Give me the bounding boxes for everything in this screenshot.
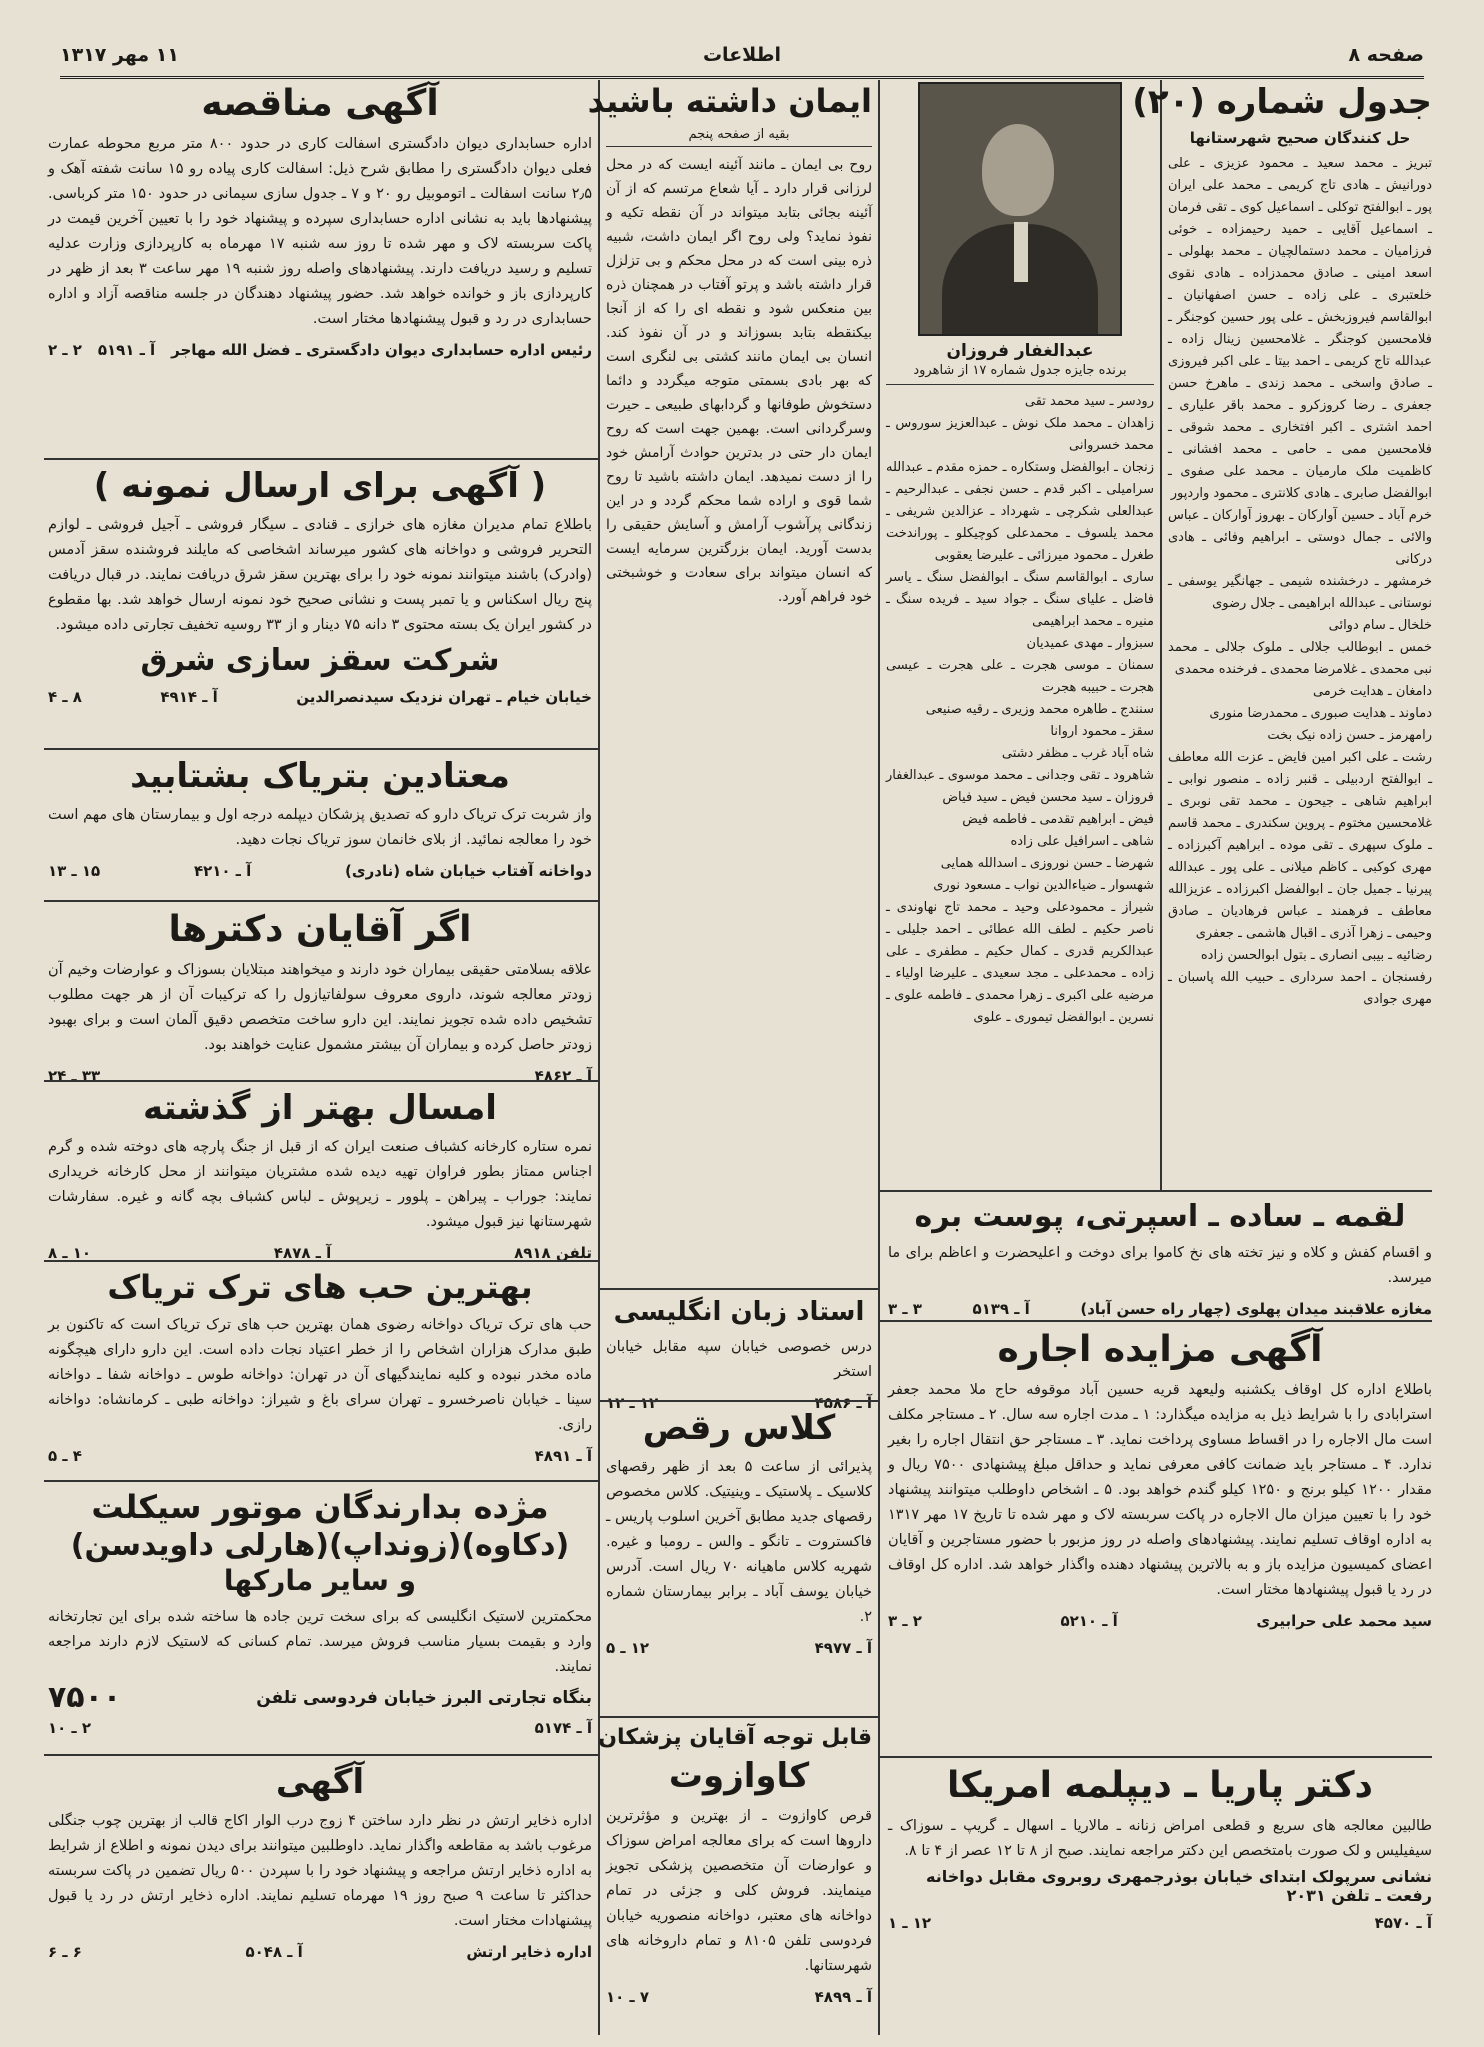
ad-ostad-body: درس خصوصی خیابان سپه مقابل خیابان استخر <box>606 1338 872 1380</box>
section-rule <box>44 1260 598 1262</box>
ad-loqme <box>888 1198 1432 1318</box>
ad-sample <box>48 466 592 742</box>
ad-agahi-ref2: ۶ ـ ۶ <box>48 1943 82 1962</box>
section-rule <box>44 900 598 902</box>
ad-doctors-body: علاقه بسلامتی حقیقی بیماران خود دارند و میخواهند مبتلایان بسوزاک و عوارضات وخیم آن زودتر معالجه شوند، داروی معروف سولفاتیازول را که ترکیبات آن از هر جهت مطلوب تشخیص داده شده تجویز نمایند. این دارو ساخت متخصص دقیق آلمان است و برای بهبود زودتر حاصل کرده و بیماران آن بیشتر مشمول عنایت خواهند بود. <box>48 961 592 1053</box>
ad-monaqese-title: آگهی مناقصه <box>201 83 439 124</box>
ad-mozayede-ref2: ۲ ـ ۳ <box>888 1611 922 1630</box>
puzzle-line: خرمشهر ـ درخشنده شیمی ـ جهانگیر یوسفی ـ نوستانی ـ عبدالله ابراهیمی ـ جلال رضوی <box>1168 574 1432 612</box>
article-iman <box>587 82 872 1282</box>
ad-mozayede-ref: آ ـ ۵۲۱۰ <box>1060 1611 1118 1630</box>
ad-habb-ref: آ ـ ۴۸۹۱ <box>534 1447 592 1466</box>
ad-monaqese-body: اداره حسابداری دیوان دادگستری اسفالت کاری در حدود ۸۰۰ متر مربع محوطه عمارت فعلی دیوان دادگستری را مطابق شرح ذیل: اسفالت کاری پیاده رو ۱۵ سانت شفته آهک و ۲٫۵ سانت اسفالت ـ اتوموبیل رو ۲۰ و ۷ ـ جدول سازی سیمانی در حدود ۱۵۰ متر کرباسی. پیشنهادها باید به نشانی اداره حسابداری سپرده و پیشنهاد خود را با تعیین آخرین قیمت در پاکت سربسته لاک و مهر شده تا روز سه شنبه ۱۷ مهرماه به کارپردازی وزارت عدلیه تسلیم و رسید دریافت دارند. پیشنهادهای واصله روز شنبه ۱۹ مهر ساعت ۳ بعد از ظهر در کارپردازی باز و خوانده خواهد شد. حضور پیشنهاد دهندگان در جلسه مناقصه آزاد و اداره حسابداری در رد و قبول پیشنهادها مختار است. <box>48 135 593 327</box>
ad-emsal-ref: آ ـ ۴۸۷۸ <box>273 1244 332 1263</box>
ad-raqs-body: پذیرائی از ساعت ۵ بعد از ظهر رقصهای کلاسیک ـ پلاستیک ـ وینیتیک. کلاس مخصوص رقصهای جدید مطابق آخرین اسلوب پاریس ـ فاکستروت ـ تانگو ـ والس ـ رومبا و غیره. شهریه کلاس ماهیانه ۷۰ ریال است. آدرس خیابان یوسف آباد ـ برابر بیمارستان شماره ۲. <box>606 1459 873 1626</box>
ad-motor <box>48 1488 592 1750</box>
section-rule <box>880 1756 1432 1758</box>
puzzle-line: رضائیه ـ بیبی انصاری ـ بتول ابوالحسن زاده <box>1200 948 1432 964</box>
solvers-line: زاهدان ـ محمد ملک نوش ـ عبدالعزیز سوروس ـ محمد خسروانی <box>886 415 1154 453</box>
ad-kavazot-brand: کاوازوت <box>668 1756 810 1797</box>
ad-taryak-ref2: ۱۵ ـ ۱۳ <box>48 862 101 881</box>
ad-taryak-body: واز شربت ترک تریاک دارو که تصدیق پزشکان دیپلمه درجه اول و بیمارستان های مهم است خود را معالجه نمائید. از بلای خانمان سوز تریاک نجات دهید. <box>48 807 592 849</box>
ad-pariya <box>888 1764 1432 2034</box>
solvers-line: سنندج ـ طاهره محمد وزیری ـ رقیه صنیعی <box>925 701 1154 717</box>
newspaper-name: اطلاعات <box>702 44 782 66</box>
ad-kavazot-title: قابل توجه آقایان پزشکان <box>598 1725 872 1750</box>
ad-loqme-title: لقمه ـ ساده ـ اسپرتی، پوست بره <box>914 1199 1406 1234</box>
section-rule <box>880 1320 1432 1322</box>
ad-doctors-title: اگر آقایان دکترها <box>168 909 472 950</box>
ad-emsal-phone: تلفن ۸۹۱۸ <box>514 1244 592 1263</box>
ad-ostad-title: استاد زبان انگلیسی <box>613 1297 865 1327</box>
section-rule <box>600 1716 878 1718</box>
ad-agahi-body: اداره ذخایر ارتش در نظر دارد ساختن ۴ زوج درب الوار اکاج قالب از بهترین چوب جنگلی مرغوب باشد به مقاطعه واگذار نماید. داوطلبین میتوانند برای دیدن نمونه و اطلاع از شرایط به اداره ذخایر ارتش مراجعه و پیشنهاد خود را با سپردن ۵۰۰ ریال تضمین در پاکت سربسته حداکثر تا ساعت ۹ صبح روز ۱۹ مهرماه تسلیم نمایند. اداره ذخایر ارتش در رد یا قبول پیشنهادات مختار است. <box>48 1813 592 1930</box>
ad-loqme-body: و اقسام کفش و کلاه و نیز تخته های نخ کاموا برای دوخت و اعلیحضرت و اعاظم برای ما میرسد. <box>888 1245 1432 1286</box>
puzzle-line: خرم آباد ـ حسین آوارکان ـ بهروز آوارکان ـ عباس والائی ـ جمال دوستی ـ ابراهیم وفائی ـ هادی درکانی <box>1168 508 1432 568</box>
section-rule <box>44 1080 598 1082</box>
ad-motor-phone: ۷۵۰۰ <box>48 1679 122 1715</box>
ad-emsal <box>48 1088 592 1263</box>
section-rule <box>600 1288 878 1290</box>
ad-raqs-ref2: ۱۲ ـ ۵ <box>606 1639 650 1658</box>
column-rule <box>1160 80 1162 1190</box>
winner-block <box>886 82 1154 1182</box>
ad-loqme-address: مغازه علاقبند میدان پهلوی (چهار راه حسن آباد) <box>1080 1300 1432 1318</box>
ad-sample-company: شرکت سقز سازی شرق <box>140 643 500 679</box>
solvers-line: شاهرود ـ تقی وجدانی ـ محمد موسوی ـ عبدالغفار فروزان ـ سید محسن فیض ـ سید فیاض <box>886 767 1154 805</box>
ad-taryak-address: دواخانه آفتاب خیابان شاه (نادری) <box>345 862 592 881</box>
puzzle-subtitle: حل کنندگان صحیح شهرستانها <box>1189 129 1411 148</box>
solvers-line: ساری ـ ابوالقاسم سنگ ـ ابوالفضل سنگ ـ یاسر فاضل ـ علیای سنگ ـ جواد سید ـ فریده سنگ ـ منیره ـ محمد ابراهیمی <box>886 569 1154 629</box>
ad-motor-title: مژده بدارندگان موتور سیکلت <box>91 1488 549 1526</box>
ad-doctors-ref: آ ـ ۴۸۶۲ <box>534 1066 592 1085</box>
solvers-line: شیراز ـ محمودعلی وحید ـ محمد تاج نهاوندی ـ ناصر حکیم ـ لطف الله عطائی ـ احمد جلیلی ـ عبدالکریم قدری ـ کمال حکیم ـ مطفری ـ علی زاده ـ محمدعلی ـ مجد سعیدی ـ علیرضا اولیاء ـ مرضیه علی اکبری ـ زهرا محمدی ـ فاطمه علوی ـ نسرین ـ ابوالفضل تیموری ـ علوی <box>886 899 1154 1025</box>
ad-monaqese-ref2: ۲ ـ ۲ <box>48 340 82 359</box>
winner-caption: برنده جایزه جدول شماره ۱۷ از شاهرود <box>886 363 1154 385</box>
ad-mozayede <box>888 1328 1432 1748</box>
ad-raqs <box>606 1408 872 1708</box>
article-iman-continued: بقیه از صفحه پنجم <box>606 127 872 147</box>
puzzle-solvers-block <box>1132 82 1432 1182</box>
ad-doctors-ref2: ۳۳ ـ ۲۴ <box>48 1066 101 1085</box>
solvers-line: رودسر ـ سید محمد تقی <box>1024 393 1154 409</box>
ad-kavazot <box>598 1724 872 2034</box>
puzzle-line: رشت ـ علی اکبر امین فایض ـ عزت الله معاطف ـ ابوالفتح اردبیلی ـ قنبر زاده ـ منصور نوابی ـ ابراهیم شاهی ـ جیحون ـ محمد تقی نوبری ـ غلامحسین مختوم ـ پروین سکندری ـ محمد قاسم ـ ملوک سپهری ـ تقی موده ـ ابراهیم آکبرزاده ـ مهری کوکبی ـ کاظم میلانی ـ علی پور ـ عبدالله پیرنیا ـ جمیل جان ـ ابوالفضل اکبرزاده ـ عزیزالله معاطف ـ فرهمند ـ عباس فرهادیان ـ صادق وحیمی ـ زهرا آذری ـ اقبال هاشمی ـ جعفری <box>1168 750 1432 942</box>
page-number: صفحه ۸ <box>1348 44 1424 66</box>
ad-agahi-ref: آ ـ ۵۰۴۸ <box>245 1943 303 1962</box>
ad-monaqese-ref: آ ـ ۵۱۹۱ <box>97 340 156 359</box>
ad-kavazot-ref: آ ـ ۴۸۹۹ <box>814 1987 872 2006</box>
section-rule <box>44 458 598 460</box>
ad-habb-body: حب های ترک تریاک دواخانه رضوی همان بهترین حب های ترک تریاک است که تاکنون بر طبق مدارک هزاران اشخاص را از خطر اعتیاد نجات داده است. این دارو دارای هیچگونه ماده مخدر نبوده و کلیه نمایندگیهای آن در تهران: دواخانه طوس ـ دواخانه شفا ـ دواخانه سینا ـ خیابان ناصرخسرو ـ تهران سرای باغ و شیراز: دواخانه طبی ـ کرمانشاه: دواخانه رازی. <box>48 1317 592 1434</box>
ad-pariya-ref: آ ـ ۴۵۷۰ <box>1374 1913 1432 1932</box>
puzzle-line: خلخال ـ سام دوائی <box>1328 618 1432 634</box>
ad-pariya-title: دکتر پاریا ـ دیپلمه امریکا <box>946 1765 1374 1806</box>
ad-motor-address: بنگاه تجارتی البرز خیابان فردوسی تلفن <box>256 1687 592 1708</box>
puzzle-line: رفسنجان ـ احمد سرداری ـ حبیب الله پاسبان ـ مهری جوادی <box>1168 970 1432 1008</box>
ad-raqs-title: کلاس رقص <box>642 1408 836 1448</box>
ad-mozayede-sign: سید محمد علی حرابیری <box>1256 1611 1432 1630</box>
ad-monaqese-sign: رئیس اداره حسابداری دیوان دادگستری ـ فضل الله مهاجر <box>171 340 592 359</box>
ad-motor-body: محکمترین لاستیک انگلیسی که برای سخت ترین جاده ها ساخته شده برای این تجارتخانه وارد و بقیمت بسیار مناسب فروش میرسد. تمام کسانی که لاستیک لازم دارند مراجعه نمایند. <box>48 1608 592 1675</box>
ad-taryak-ref: آ ـ ۴۲۱۰ <box>193 862 252 881</box>
ad-habb-title: بهترین حب های ترک تریاک <box>107 1268 533 1306</box>
article-iman-body: روح بی ایمان ـ مانند آئینه ایست که در محل لرزانی قرار دارد ـ آیا شعاع مرتسم که از آن آئینه بجائی بتابد میتواند در آن نقطه تکیه و نفوذ نماید؟ ولی روح اگر ایمان داشت، شبیه ذره بینی است که در محل محکم و بی تزلزل قرار داشته باشد و پرتو آفتاب در همچنان ذره بین منعکس شود و نقطه ای را که از آنجا بیکنقطه بتابد بسوزاند و در آن نفوذ کند. انسان بی ایمان مانند کشتی بی لنگری است که بهر بادی بسمتی متوجه میگردد و دائما دستخوش طوفانها و گردابهای طبیعی ـ حیرت وسرگردانی است. بهمین جهت است که روح ایمان دار حتی در بدترین حوادث آرامش خود را از دست نمیدهد. ایمان داشته باشید تا روح شما قوی و اراده شما محکم گردد و در این زندگانی پرآشوب آرامش و آسایش حقیقی را بدست آورید. ایمان بزرگترین سرمایه ایست که انسان میتواند برای سعادت و خوشبختی خود فراهم آورد. <box>606 157 872 606</box>
puzzle-line: رامهرمز ـ حسن زاده نیک بخت <box>1267 728 1432 744</box>
ad-pariya-ref2: ۱۲ ـ ۱ <box>888 1913 932 1932</box>
page-header <box>60 40 1424 79</box>
ad-kavazot-body: قرص کاوازوت ـ از بهترین و مؤثرترین داروها است که برای معالجه امراض سوزاک و عوارضات آن متخصصین پزشکی تجویز مینمایند. فروش کلی و جزئی در تمام دواخانه های معتبر، دواخانه منصوریه خیابان فردوسی تلفن ۸۱۰۵ و تمام داروخانه های شهرستانها. <box>606 1807 872 1974</box>
ad-ostad <box>606 1296 872 1412</box>
solvers-line: شاه آباد غرب ـ مظفر دشتی <box>1001 745 1154 761</box>
ad-kavazot-ref2: ۷ ـ ۱۰ <box>606 1987 650 2006</box>
ad-taryak <box>48 756 592 896</box>
solvers-line: شاهی ـ اسرافیل علی زاده <box>1010 833 1154 849</box>
solvers-line: شهسوار ـ ضیاءالدین نواب ـ مسعود نوری <box>933 877 1154 893</box>
section-rule <box>880 1190 1432 1192</box>
ad-pariya-address: نشانی سرپولک ابتدای خیابان بوذرجمهری روبروی مقابل دواخانه رفعت ـ تلفن ۲۰۳۱ <box>926 1866 1432 1905</box>
puzzle-title: جدول شماره (۲۰) <box>1132 82 1432 122</box>
ad-mozayede-title: آگهی مزایده اجاره <box>997 1329 1323 1370</box>
ad-emsal-ref2: ۱۰ ـ ۸ <box>48 1244 92 1263</box>
section-rule <box>44 1754 598 1756</box>
column-rule <box>878 80 880 2035</box>
ad-agahi-sign: اداره ذخایر ارتش <box>466 1943 592 1962</box>
solvers-line: سبزوار ـ مهدی عمیدیان <box>1026 635 1154 651</box>
winner-name: عبدالغفار فروزان <box>946 341 1094 361</box>
section-rule <box>600 1400 878 1402</box>
winner-portrait <box>918 82 1122 336</box>
ad-sample-address: خیابان خیام ـ تهران نزدیک سیدنصرالدین <box>296 688 592 707</box>
ad-motor-ref: آ ـ ۵۱۷۴ <box>534 1718 592 1737</box>
solvers-line: زنجان ـ ابوالفضل وستکاره ـ حمزه مقدم ـ عبدالله سرامیلی ـ اکبر قدم ـ حسن نجفی ـ عبدالرحیم ـ عبدالعلی شکرچی ـ شهرداد ـ عزالدین شریفی ـ محمد یلسوف ـ محمدعلی کوچیکلو ـ پوراندخت طغرل ـ محمود میرزائی ـ علیرضا یعقوبی <box>886 459 1154 563</box>
ad-doctors <box>48 908 592 1085</box>
section-rule <box>44 748 598 750</box>
solvers-line: فیض ـ ابراهیم تقدمی ـ فاطمه فیض <box>962 811 1154 827</box>
ad-agahi <box>48 1762 592 2034</box>
solvers-line: سمنان ـ موسی هجرت ـ علی هجرت ـ عیسی هجرت ـ حبیبه هجرت <box>886 657 1154 695</box>
ad-loqme-ref2: ۳ ـ ۳ <box>888 1300 922 1318</box>
ad-sample-body: باطلاع تمام مدیران مغازه های خرازی ـ قنادی ـ سیگار فروشی ـ آجیل فروشی ـ لوازم التحریر فروشی و دواخانه های کشور میرساند اشخاصی که مایلند فروشنده سقز آدمس (وادرک) باشند میتوانند نمونه خود را برای بهترین سقز شرق دریافت نمایند. در قبال دریافت پنج ریال اسکناس و یا تمبر پست و نشانی صحیح خود نمونه ارسال خواهد شد. بها مقطوع در کشور ایران یک بسته محتوی ۳ دانه ۷۵ دینار و از ۳۳ روسیه تخفیف تجارتی داده میشود. <box>48 517 592 634</box>
issue-date: ۱۱ مهر ۱۳۱۷ <box>60 44 179 66</box>
puzzle-line: تبریز ـ محمد سعید ـ محمود عزیزی ـ علی دورانیش ـ هادی تاج کریمی ـ محمد علی ایران پور ـ ابوالفتح توکلی ـ اسماعیل کوی ـ تقی فرمان ـ اسماعیل آقایی ـ حمید رحیمزاده ـ خوئی فرزامیان ـ محمد دستمالچیان ـ محمد بهلولی ـ اسعد امینی ـ صادق محمدزاده ـ هادی نقوی خلعتبری ـ علی زاده ـ حسن اصفهانیان ـ ابوالقاسم فیروزبخش ـ علی پور حسین کوجنگر ـ فلامحسین کوجنگر ـ غلامحسین زینال زاده ـ عبدالله تاج کریمی ـ احمد بیتا ـ علی اکبر فیروزی ـ صادق واسخی ـ محمد زندی ـ ماهرخ حسن جعفری ـ رضا کروزکرو ـ محمد باقر علیاری ـ احمد اشتری ـ اکبر افتخاری ـ محمد شوقی ـ فلامحسین ممی ـ حامی ـ محمد افشانی ـ کاظمیت ملک مارمیان ـ محمد علی صفوی ـ ابوالفضل صابری ـ هادی کلانتری ـ محمود واردپور <box>1168 156 1432 502</box>
ad-sample-title: ( آگهی برای ارسال نمونه ) <box>93 466 547 506</box>
ad-agahi-title: آگهی <box>275 1762 365 1802</box>
solvers-line: شهرضا ـ حسن نوروزی ـ اسدالله همایی <box>940 855 1154 871</box>
solvers-line: سقز ـ محمود اروانا <box>1050 723 1154 739</box>
ad-motor-brands-more: و سایر مارکها <box>223 1564 417 1598</box>
ad-emsal-body: نمره ستاره کارخانه کشباف صنعت ایران که از قبل از جنگ پارچه های دوخته شده و گرم اجناس ممتاز بطور فراوان تهیه دیده شده مشتریان میتوانند از محل کارخانه خریداری نمایند: جوراب ـ پیراهن ـ پلوور ـ زیرپوش ـ لباس کشباف بچه گانه و غیره. سفارشات شهرستانها نیز قبول میشود. <box>48 1139 592 1231</box>
ad-mozayede-body: باطلاع اداره کل اوقاف یکشنبه ولیعهد قریه حسین آباد موقوفه حاج ملا محمد جعفر استرابادی را با شرایط ذیل به مزایده میگذارد: ۱ ـ مدت اجاره سه سال. ۲ ـ مستاجر مکلف است مال الاجاره را در اقساط مساوی پرداخت نماید. ۳ ـ مستاجر حق انتقال اجاره را بغیر ندارد. ۴ ـ مستاجر باید ضمانت کافی معرفی نماید و حداقل مبلغ پیشنهادی ۷۵۰۰ ریال و مقدار ۱۲۰۰ کیلو برنج و ۱۲۵۰ کیلو گندم خواهد بود. ۵ ـ اشخاص داوطلب میتوانند پیشنهاد خود را با تعیین میزان مال الاجاره در پاکت سربسته لاک و مهر شده تا تاریخ ۱۷ مهر ۱۳۱۷ به اداره اوقاف تسلیم نمایند. پیشنهادهای واصله در روز مزبور با حضور مستاجرین و آقایان اعضای کمیسیون مزایده باز و به بالاترین پیشنهاد دهنده واگذار خواهد شد. اداره کل اوقاف در رد یا قبول پیشنهادها مختار است. <box>888 1381 1433 1598</box>
ad-habb <box>48 1268 592 1476</box>
section-rule <box>44 1480 598 1482</box>
ad-sample-ref2: ۸ ـ ۴ <box>48 688 82 707</box>
ad-motor-ref2: ۲ ـ ۱۰ <box>48 1718 92 1737</box>
ad-taryak-title: معتادین بتریاک بشتابید <box>130 756 510 796</box>
ad-loqme-ref: آ ـ ۵۱۳۹ <box>972 1300 1030 1318</box>
ad-emsal-title: امسال بهتر از گذشته <box>143 1088 497 1128</box>
ad-monaqese <box>48 82 592 452</box>
ad-ostad-ref2: ۱۲ ـ ۱۲ <box>606 1393 659 1412</box>
ad-raqs-ref: آ ـ ۴۹۷۷ <box>814 1639 872 1658</box>
ad-ostad-ref: آ ـ ۴۵۸۶ <box>814 1393 872 1412</box>
puzzle-line: دماوند ـ هدایت صبوری ـ محمدرضا منوری <box>1209 706 1432 722</box>
puzzle-line: دامغان ـ هدایت خرمی <box>1312 684 1432 700</box>
ad-pariya-body: طالبین معالجه های سریع و قطعی امراض زنانه ـ مالاریا ـ اسهال ـ گریپ ـ سوزاک ـ سیفیلیس و لک صورت بامتخصص این دکتر مراجعه نمایند. صبح از ۸ تا ۱۲ عصر از ۴ تا ۸. <box>888 1817 1432 1859</box>
ad-habb-ref2: ۴ ـ ۵ <box>48 1447 82 1466</box>
puzzle-line: خمس ـ ابوطالب جلالی ـ ملوک جلالی ـ محمد نبی محمدی ـ غلامرضا محمدی ـ فرخنده محمدی <box>1168 640 1432 678</box>
ad-sample-ref: آ ـ ۴۹۱۴ <box>160 688 218 707</box>
ad-motor-brands: (دکاوه)(زونداپ)(هارلی داویدسن) <box>70 1528 570 1564</box>
article-iman-title: ایمان داشته باشید <box>587 82 872 120</box>
